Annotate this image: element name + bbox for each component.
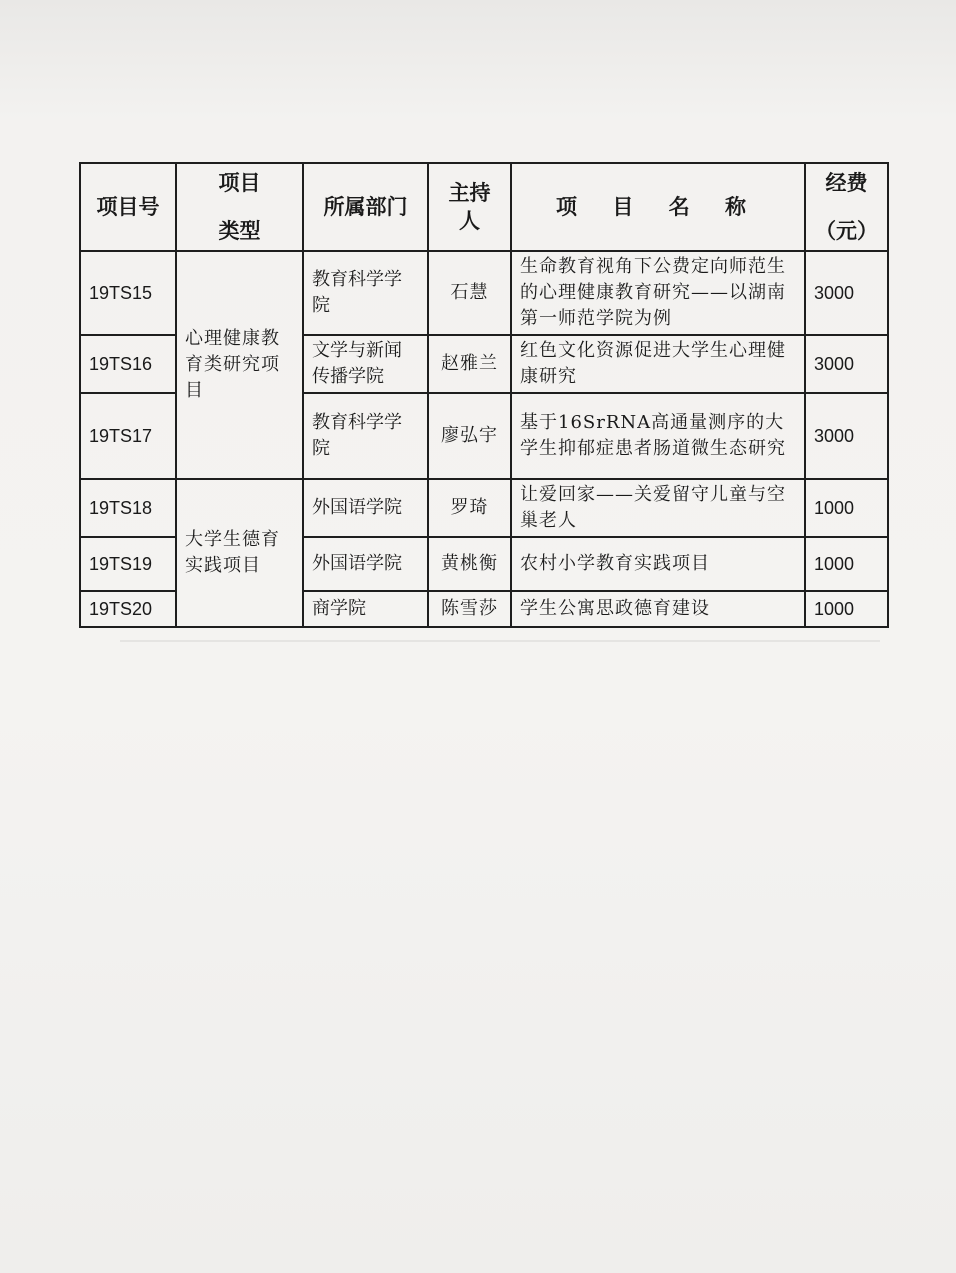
table-header-row xyxy=(80,163,888,251)
project-table xyxy=(79,162,889,628)
cell-dept: 商学院 xyxy=(303,591,428,627)
header-code: 项目号 xyxy=(80,163,176,251)
cell-host: 廖弘宇 xyxy=(428,393,511,479)
cell-dept: 文学与新闻传播学院 xyxy=(303,335,428,393)
cell-name: 基于16SrRNA高通量测序的大学生抑郁症患者肠道微生态研究 xyxy=(511,393,805,479)
header-fund: 经费 （元） xyxy=(805,163,888,251)
cell-host: 罗琦 xyxy=(428,479,511,537)
cell-name: 学生公寓思政德育建设 xyxy=(511,591,805,627)
cell-host: 陈雪莎 xyxy=(428,591,511,627)
cell-code: 19TS18 xyxy=(80,479,176,537)
cell-name: 农村小学教育实践项目 xyxy=(511,537,805,591)
cell-fund: 3000 xyxy=(805,335,888,393)
cell-fund: 1000 xyxy=(805,537,888,591)
cell-code: 19TS20 xyxy=(80,591,176,627)
cell-code: 19TS15 xyxy=(80,251,176,335)
cell-code: 19TS17 xyxy=(80,393,176,479)
cell-fund: 3000 xyxy=(805,393,888,479)
table-row xyxy=(80,479,888,537)
header-dept: 所属部门 xyxy=(303,163,428,251)
header-name: 项 目 名 称 xyxy=(511,163,805,251)
cell-fund: 1000 xyxy=(805,479,888,537)
cell-host: 黄桃衡 xyxy=(428,537,511,591)
header-type: 项目 类型 xyxy=(176,163,303,251)
table-row xyxy=(80,251,888,335)
cell-host: 石慧 xyxy=(428,251,511,335)
cell-code: 19TS19 xyxy=(80,537,176,591)
cell-fund: 1000 xyxy=(805,591,888,627)
cell-dept: 教育科学学院 xyxy=(303,251,428,335)
cell-dept: 教育科学学院 xyxy=(303,393,428,479)
cell-fund: 3000 xyxy=(805,251,888,335)
header-host: 主持 人 xyxy=(428,163,511,251)
cell-type-group: 大学生德育实践项目 xyxy=(176,479,303,627)
cell-name: 生命教育视角下公费定向师范生的心理健康教育研究——以湖南第一师范学院为例 xyxy=(511,251,805,335)
cell-dept: 外国语学院 xyxy=(303,479,428,537)
cell-code: 19TS16 xyxy=(80,335,176,393)
cell-dept: 外国语学院 xyxy=(303,537,428,591)
cell-host: 赵雅兰 xyxy=(428,335,511,393)
show-through-shadow xyxy=(120,640,880,1242)
cell-type-group: 心理健康教育类研究项目 xyxy=(176,251,303,479)
cell-name: 红色文化资源促进大学生心理健康研究 xyxy=(511,335,805,393)
cell-name: 让爱回家——关爱留守儿童与空巢老人 xyxy=(511,479,805,537)
